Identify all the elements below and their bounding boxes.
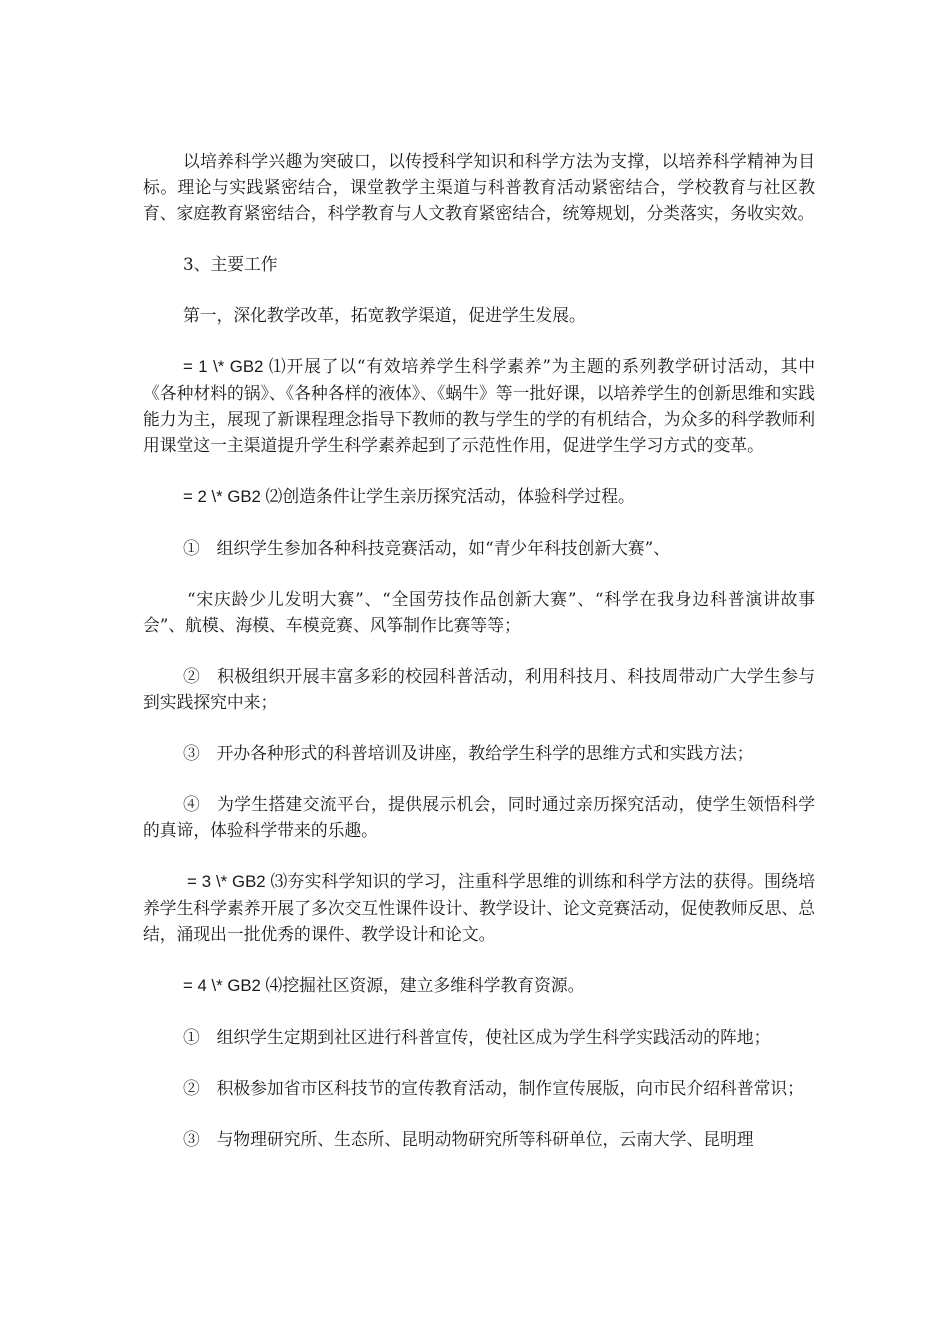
paragraph-principles: 以培养科学兴趣为突破口，以传授科学知识和科学方法为支撑，以培养科学精神为目标。理论与实践紧密结合，课堂教学主渠道与科普教育活动紧密结合，学校教育与社区教育、家庭教育紧密结合，科学教育与人文教育紧密结合，统筹规划，分类落实，务收实效。 (143, 151, 815, 223)
section-heading-main-work: 3、主要工作 (183, 254, 278, 274)
paragraph-first-point: 第一，深化教学改革，拓宽教学渠道，促进学生发展。 (183, 305, 586, 325)
list-item-circled-1: ① 组织学生参加各种科技竞赛活动，如“青少年科技创新大赛”、 (183, 538, 671, 558)
paragraph-competitions: “宋庆龄少儿发明大赛”、“全国劳技作品创新大赛”、“科学在我身边科普演讲故事会”、航模、海模、车模竞赛、风筝制作比赛等等； (143, 589, 815, 635)
field-code-mark: = 2 \* GB2 ⑵ (183, 487, 283, 506)
list-item-community-1: ① 组织学生定期到社区进行科普宣传，使社区成为学生科学实践活动的阵地； (183, 1027, 771, 1047)
paragraph-item-2-text: 创造条件让学生亲历探究活动，体验科学过程。 (282, 486, 635, 506)
paragraph-item-4 (143, 972, 815, 999)
paragraph-item-4-text: 挖掘社区资源，建立多维科学教育资源。 (282, 975, 585, 995)
paragraph-item-2 (143, 483, 815, 510)
field-code-mark: = 3 \* GB2 ⑶ (187, 872, 288, 891)
list-item-circled-3: ③ 开办各种形式的科普培训及讲座，教给学生科学的思维方式和实践方法； (183, 743, 754, 763)
list-item-circled-2: ② 积极组织开展丰富多彩的校园科普活动，利用科技月、科技周带动广大学生参与到实践探究中来； (143, 666, 815, 712)
paragraph-item-3 (143, 868, 815, 947)
paragraph-item-3-text: 夯实科学知识的学习，注重科学思维的训练和科学方法的获得。围绕培养学生科学素养开展了多次交互性课件设计、教学设计、论文竞赛活动，促使教师反思、总结，涌现出一批优秀的课件、教学设计和论文。 (143, 871, 815, 944)
document-body (143, 148, 815, 1152)
list-item-community-3: ③ 与物理研究所、生态所、昆明动物研究所等科研单位，云南大学、昆明理 (183, 1129, 754, 1149)
list-item-circled-4: ④ 为学生搭建交流平台，提供展示机会，同时通过亲历探究活动，使学生领悟科学的真谛，体验科学带来的乐趣。 (143, 794, 815, 840)
field-code-mark: = 1 \* GB2 ⑴ (183, 357, 287, 376)
list-item-community-2: ② 积极参加省市区科技节的宣传教育活动，制作宣传展版，向市民介绍科普常识； (183, 1078, 804, 1098)
paragraph-item-1 (143, 353, 815, 458)
field-code-mark: = 4 \* GB2 ⑷ (183, 976, 283, 995)
paragraph-item-1-text: 开展了以“有效培养学生科学素养”为主题的系列教学研讨活动，其中《各种材料的锅》、《各种各样的液体》、《蜗牛》等一批好课，以培养学生的创新思维和实践能力为主，展现了新课程理念指导下教师的教与学生的学的有机结合，为众多的科学教师利用课堂这一主渠道提升学生科学素养起到了示范性作用，促进学生学习方式的变革。 (143, 356, 815, 455)
